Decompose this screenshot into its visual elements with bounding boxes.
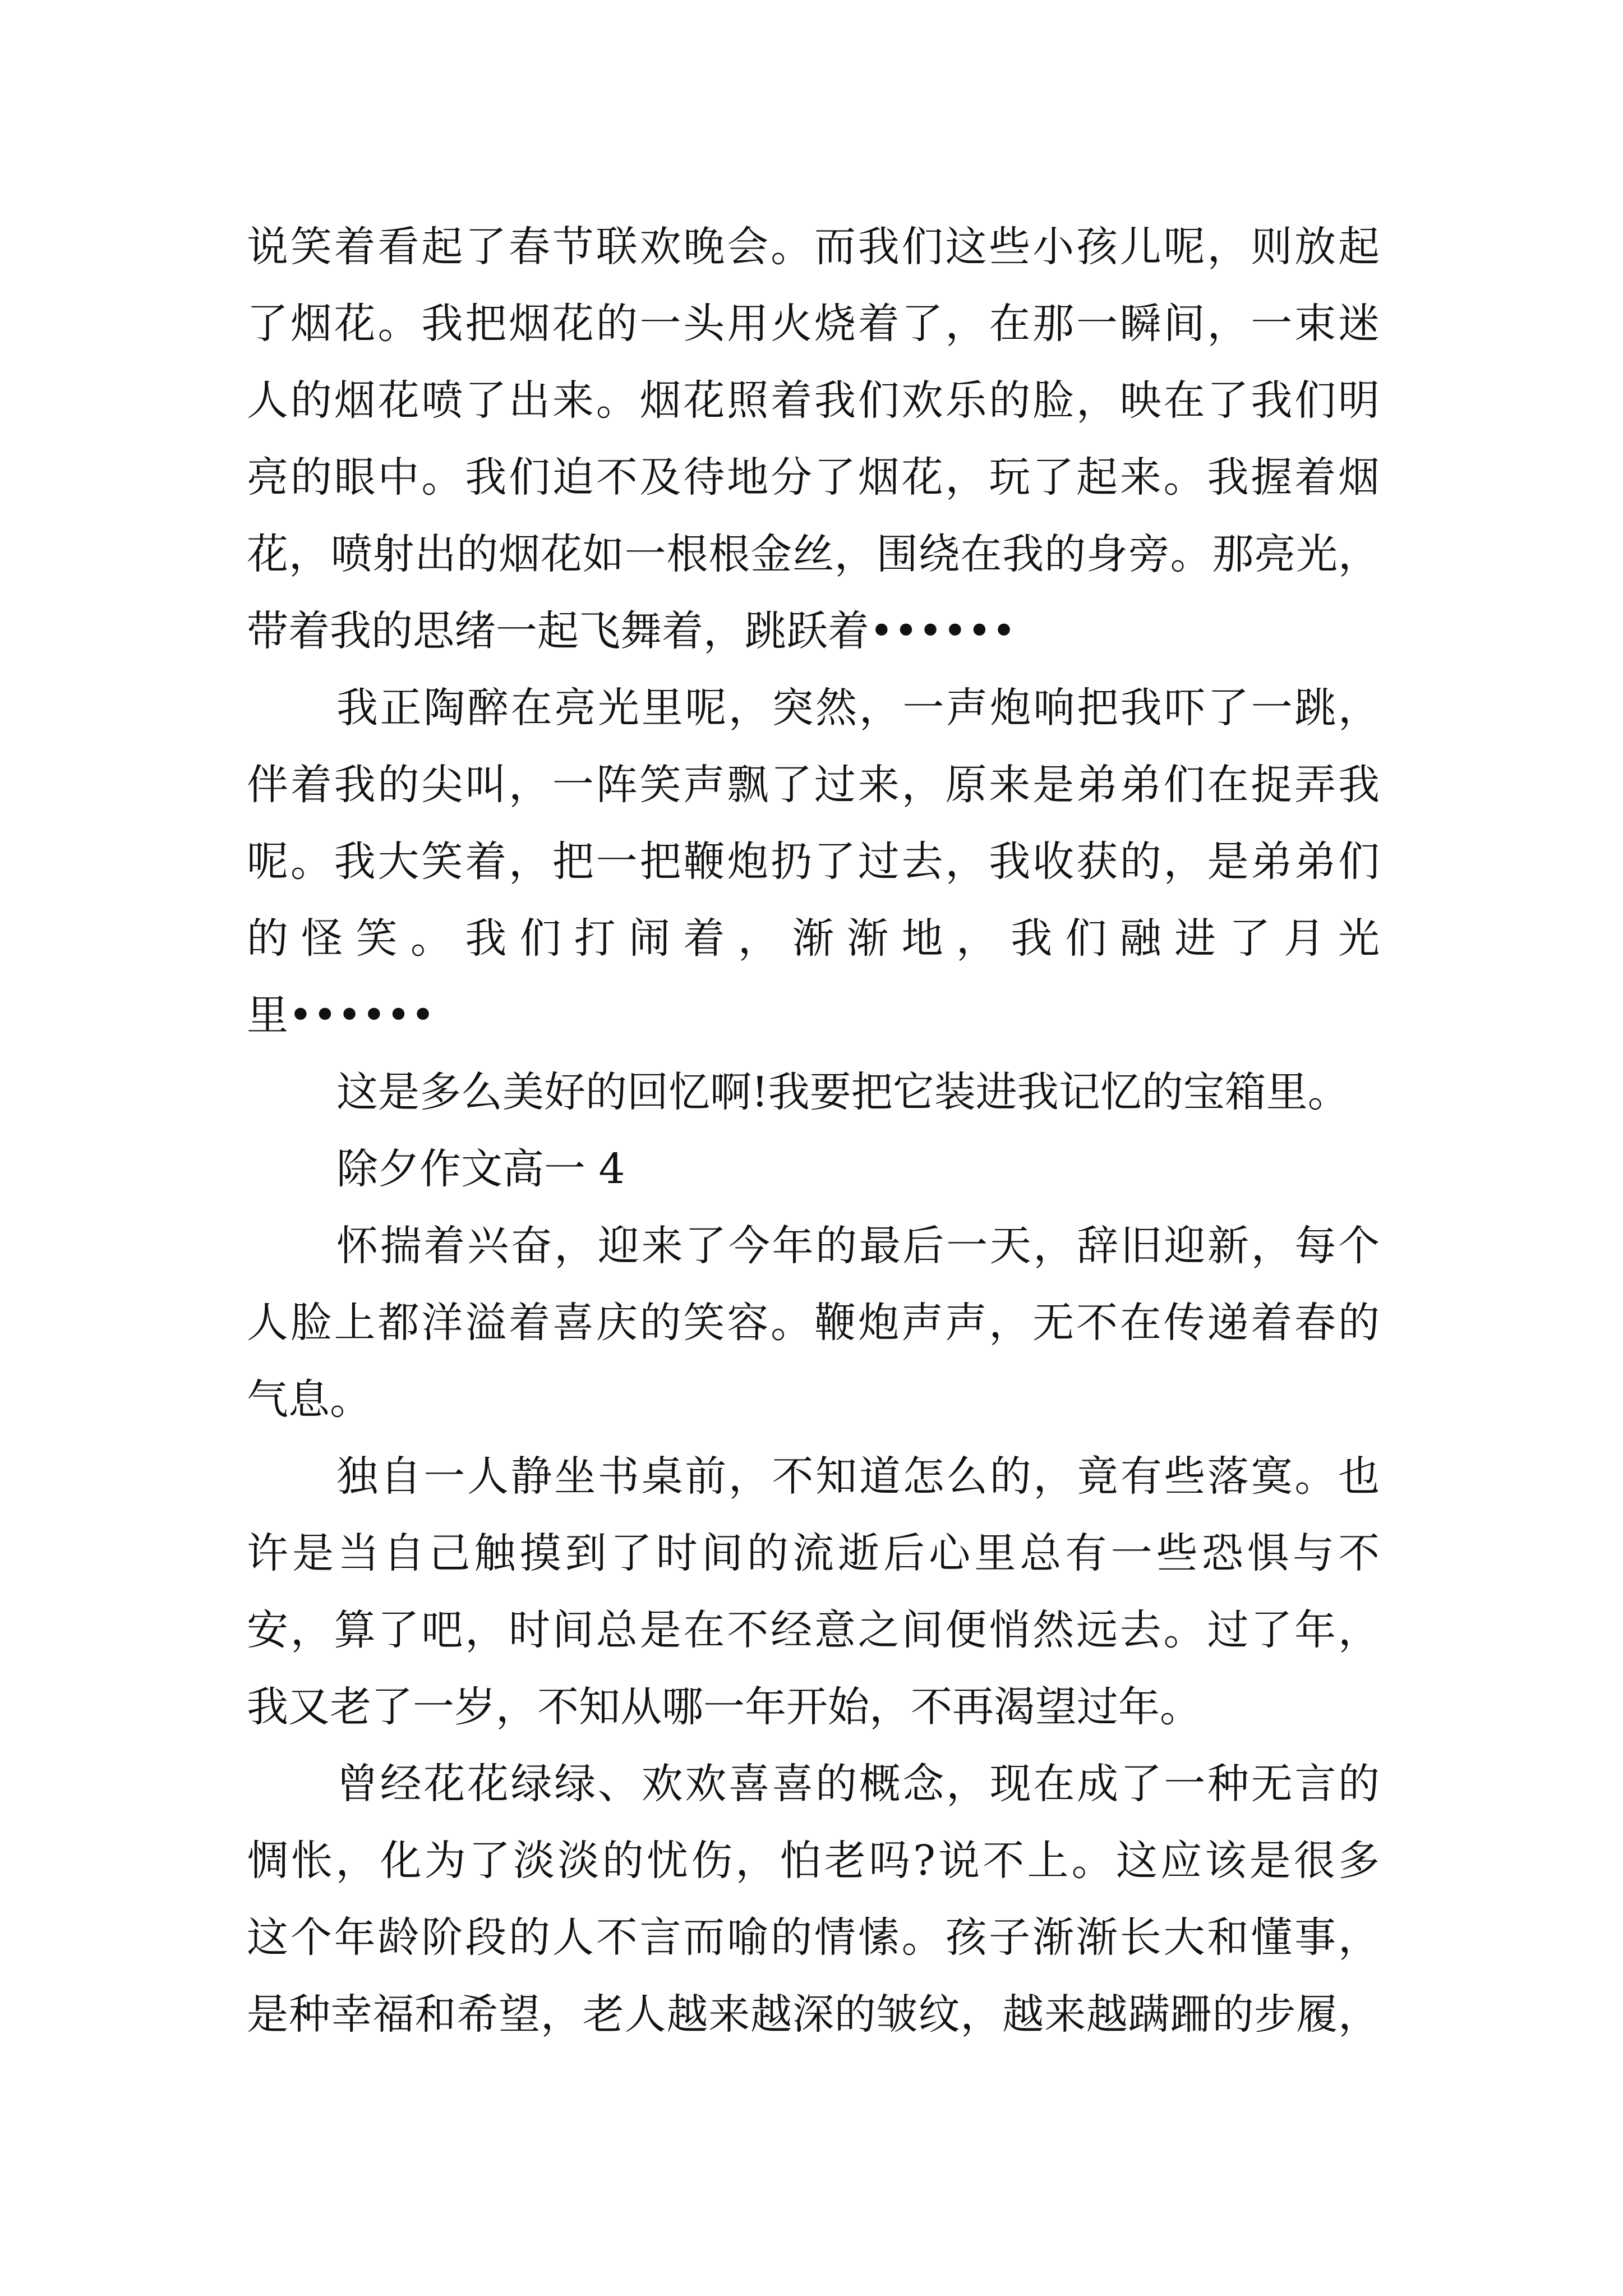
paragraph: [247, 1208, 1380, 1438]
paragraph: [247, 1746, 1380, 2053]
text-line: 气息。: [247, 1375, 371, 1424]
text-line: 曾经花花绿绿、欢欢喜喜的概念，现在成了一种无言的: [336, 1760, 1380, 1808]
paragraph: [247, 209, 1380, 670]
text-line: 人脸上都洋溢着喜庆的笑容。鞭炮声声，无不在传递着春的: [247, 1299, 1380, 1347]
heading-text: 除夕作文高一 4: [336, 1145, 625, 1193]
text-line: 带着我的思绪一起飞舞着，跳跃着••••••: [247, 607, 1016, 655]
text-line: 安，算了吧，时间总是在不经意之间便悄然远去。过了年，: [247, 1606, 1380, 1654]
text-line: 我正陶醉在亮光里呢，突然，一声炮响把我吓了一跳，: [336, 684, 1380, 732]
section-heading: [247, 1131, 1380, 1208]
text-line: 怀揣着兴奋，迎来了今年的最后一天，辞旧迎新，每个: [336, 1222, 1380, 1270]
text-line: 呢。我大笑着，把一把鞭炮扔了过去，我收获的，是弟弟们: [247, 838, 1380, 886]
text-line: 这是多么美好的回忆啊!我要把它装进我记忆的宝箱里。: [336, 1068, 1349, 1116]
text-line: 说笑着看起了春节联欢晚会。而我们这些小孩儿呢，则放起: [247, 223, 1380, 271]
text-line: 花，喷射出的烟花如一根根金丝，围绕在我的身旁。那亮光，: [247, 530, 1380, 578]
document-body: [247, 209, 1380, 2053]
text-line: 是种幸福和希望，老人越来越深的皱纹，越来越蹒跚的步履，: [247, 1990, 1380, 2039]
text-line: 里••••••: [247, 991, 435, 1039]
paragraph: [247, 670, 1380, 1054]
text-line: 独自一人静坐书桌前，不知道怎么的，竟有些落寞。也: [336, 1452, 1380, 1501]
text-line: 这个年龄阶段的人不言而喻的情愫。孩子渐渐长大和懂事，: [247, 1913, 1380, 1962]
text-line: 亮的眼中。我们迫不及待地分了烟花，玩了起来。我握着烟: [247, 453, 1380, 501]
text-line: 惆怅，化为了淡淡的忧伤，怕老吗?说不上。这应该是很多: [247, 1837, 1380, 1885]
text-line: 人的烟花喷了出来。烟花照着我们欢乐的脸，映在了我们明: [247, 376, 1380, 425]
text-line: 的怪笑。我们打闹着，渐渐地，我们融进了月光: [247, 914, 1380, 963]
text-line: 我又老了一岁，不知从哪一年开始，不再渴望过年。: [247, 1683, 1201, 1731]
paragraph: [247, 1054, 1380, 1131]
paragraph: [247, 1438, 1380, 1746]
text-line: 伴着我的尖叫，一阵笑声飘了过来，原来是弟弟们在捉弄我: [247, 761, 1380, 809]
text-line: 许是当自己触摸到了时间的流逝后心里总有一些恐惧与不: [247, 1529, 1380, 1577]
text-line: 了烟花。我把烟花的一头用火烧着了，在那一瞬间，一束迷: [247, 300, 1380, 348]
